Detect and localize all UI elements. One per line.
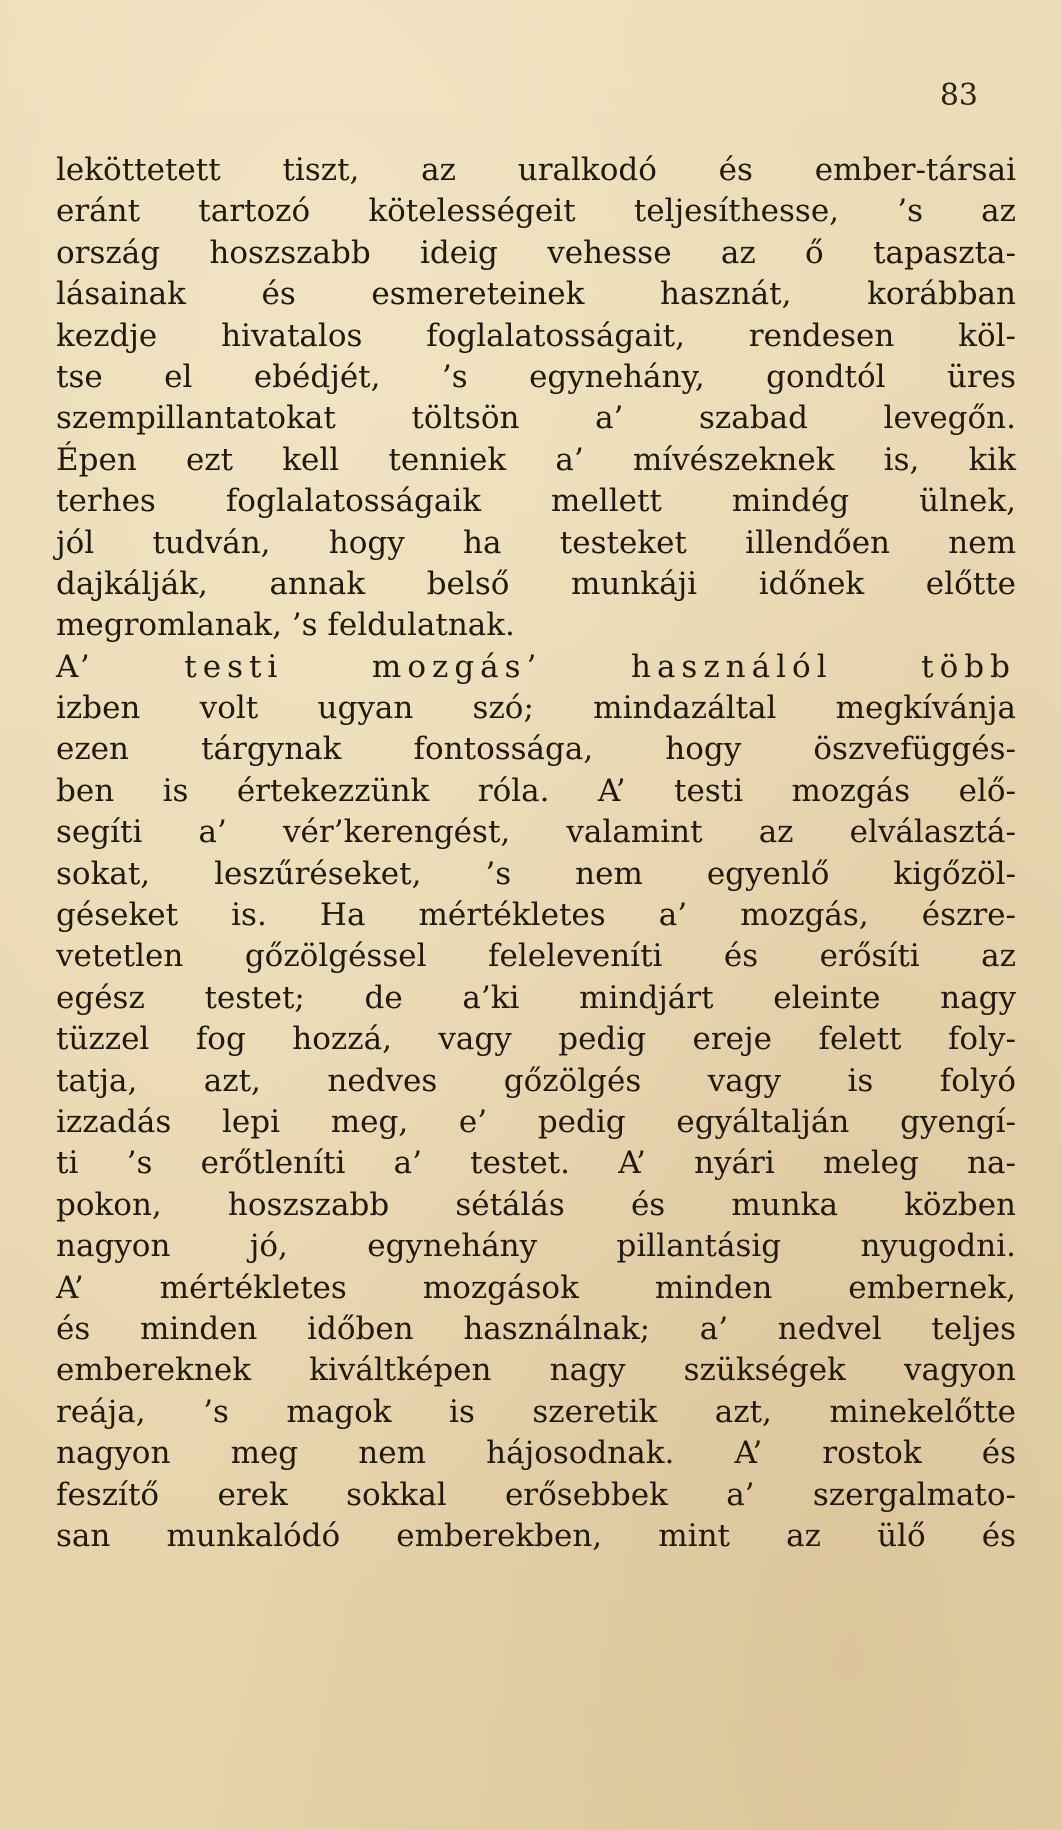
page-number: 83 xyxy=(939,78,978,113)
text-line: embereknek kiváltképen nagy szükségek vagyon xyxy=(56,1352,1016,1389)
text-line: ben is értekezzünk róla. A’ testi mozgás elő- xyxy=(56,772,1016,809)
text-line: eránt tartozó kötelességeit teljesíthesse, ’s az xyxy=(56,193,1016,230)
text-line: izben volt ugyan szó; mindazáltal megkívánja xyxy=(56,690,1016,727)
text-line: feszítő erek sokkal erősebbek a’ szergalmato- xyxy=(56,1476,1016,1513)
text-line: tse el ebédjét, ’s egynehány, gondtól üres xyxy=(56,358,1016,395)
text-line: szempillantatokat töltsön a’ szabad levegőn. xyxy=(56,400,1016,437)
text-line: ti ’s erőtleníti a’ testet. A’ nyári meleg na- xyxy=(56,1145,1016,1182)
text-line: izzadás lepi meg, e’ pedig egyáltalján gyengí- xyxy=(56,1103,1016,1140)
text-line: A’ testi mozgás’ használól több xyxy=(56,648,1016,685)
text-line: segíti a’ vér’kerengést, valamint az elválasztá- xyxy=(56,814,1016,851)
text-line: pokon, hoszszabb sétálás és munka közben xyxy=(56,1186,1016,1223)
text-line: vetetlen gőzölgéssel feleleveníti és erősíti az xyxy=(56,938,1016,975)
text-line: kezdje hivatalos foglalatosságait, rendesen köl- xyxy=(56,317,1016,354)
text-line: és minden időben használnak; a’ nedvel teljes xyxy=(56,1310,1016,1347)
text-line: lásainak és esmereteinek hasznát, korábban xyxy=(56,276,1016,313)
text-line: tatja, azt, nedves gőzölgés vagy is folyó xyxy=(56,1062,1016,1099)
text-line: san munkalódó emberekben, mint az ülő és xyxy=(56,1517,1016,1554)
text-line: dajkálják, annak belső munkáji időnek előtte xyxy=(56,565,1016,602)
text-line: ezen tárgynak fontossága, hogy öszvefüggés- xyxy=(56,731,1016,768)
text-line: leköttetett tiszt, az uralkodó és ember-társai xyxy=(56,152,1016,188)
text-line: tüzzel fog hozzá, vagy pedig ereje felett foly- xyxy=(56,1021,1016,1058)
text-line: terhes foglalatosságaik mellett mindég ülnek, xyxy=(56,483,1016,520)
text-line: reája, ’s magok is szeretik azt, minekelőtte xyxy=(56,1393,1016,1430)
text-line: egész testet; de a’ki mindjárt eleinte nagy xyxy=(56,979,1016,1016)
text-line: sokat, leszűréseket, ’s nem egyenlő kigőzöl- xyxy=(56,855,1016,892)
text-line: nagyon meg nem hájosodnak. A’ rostok és xyxy=(56,1435,1016,1472)
text-line: ország hoszszabb ideig vehesse az ő tapaszta- xyxy=(56,234,1016,271)
text-line: A’ mértékletes mozgások minden embernek, xyxy=(56,1269,1016,1306)
body-text xyxy=(56,150,1016,1557)
text-line: megromlanak, ’s feldulatnak. xyxy=(56,607,515,644)
text-line: nagyon jó, egynehány pillantásig nyugodni. xyxy=(56,1228,1016,1265)
text-line: jól tudván, hogy ha testeket illendően nem xyxy=(56,524,1016,561)
text-line: géseket is. Ha mértékletes a’ mozgás, észre- xyxy=(56,897,1016,934)
text-line: Épen ezt kell tenniek a’ mívészeknek is, kik xyxy=(56,441,1016,478)
